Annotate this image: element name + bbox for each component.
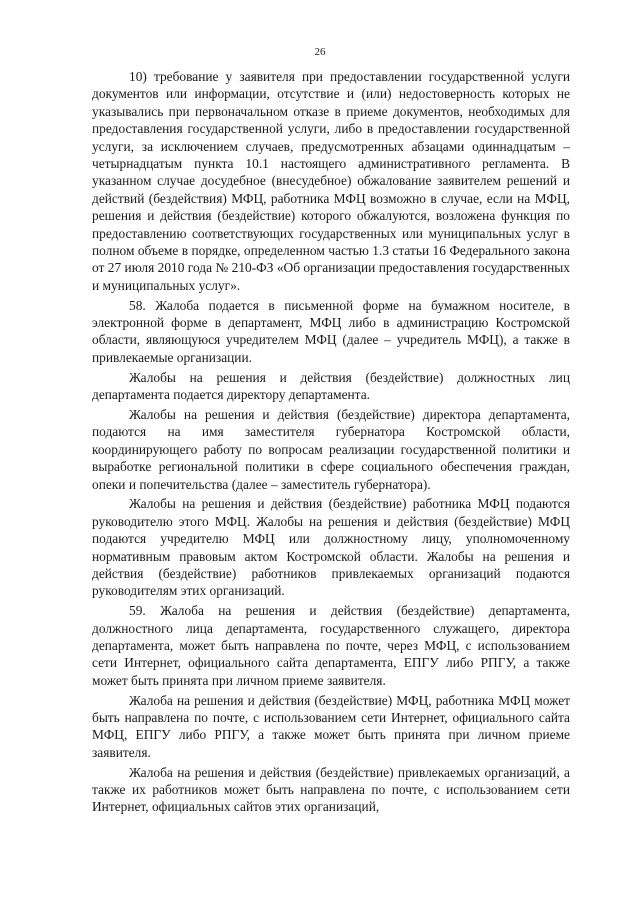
page-number: 26 xyxy=(314,46,326,58)
paragraph-complaint-mfc: Жалобы на решения и действия (бездействие) работника МФЦ подаются руководителю этого МФЦ. Жалобы на решения и действия (бездействие) МФЦ подаются учредителю МФЦ или должностному лицу, уполномоченному нормативным правовым актом Костромской области. Жалобы на решения и действия (бездействие) работников привлекаемых организаций подаются руководителям этих организаций. xyxy=(92,496,570,599)
document-body xyxy=(92,68,570,818)
paragraph-complaint-department-officials: Жалобы на решения и действия (бездействие) должностных лиц департамента подается директору департамента. xyxy=(92,369,570,403)
paragraph-complaint-mfc-channels: Жалоба на решения и действия (бездействие) МФЦ, работника МФЦ может быть направлена по почте, с использованием сети Интернет, официального сайта МФЦ, ЕПГУ либо РПГУ, а также может быть принята при личном приеме заявителя. xyxy=(92,692,570,760)
paragraph-complaint-organizations: Жалоба на решения и действия (бездействие) привлекаемых организаций, а также их работников может быть направлена по почте, с использованием сети Интернет, официальных сайтов этих организаций, xyxy=(92,764,570,815)
paragraph-item-10: 10) требование у заявителя при предоставлении государственной услуги документов или информации, отсутствие и (или) недостоверность которых не указывались при первоначальном отказе в приеме документов, необходимых для предоставления государственной услуги, либо в предоставлении государственной услуги, за исключением случаев, предусмотренных абзацами одиннадцатым – четырнадцатым пункта 10.1 настоящего административного регламента. В указанном случае досудебное (внесудебное) обжалование заявителем решений и действий (бездействия) МФЦ, работника МФЦ возможно в случае, если на МФЦ, решения и действия (бездействие) которого обжалуются, возложена функция по предоставлению соответствующих государственных или муниципальных услуг в полном объеме в порядке, определенном частью 1.3 статьи 16 Федерального закона от 27 июля 2010 года № 210-ФЗ «Об организации предоставления государственных и муниципальных услуг». xyxy=(92,69,570,293)
paragraph-58: 58. Жалоба подается в письменной форме на бумажном носителе, в электронной форме в департамент, МФЦ либо в администрацию Костромской области, являющуюся учредителем МФЦ (далее – учредитель МФЦ), а также в привлекаемые организации. xyxy=(92,297,570,365)
paragraph-complaint-director: Жалобы на решения и действия (бездействие) директора департамента, подаются на имя заместителя губернатора Костромской области, координирующего работу по вопросам реализации государственной политики и выработке региональной политики в сфере социального обеспечения граждан, опеки и попечительства (далее – заместитель губернатора). xyxy=(92,406,570,492)
paragraph-59: 59. Жалоба на решения и действия (бездействие) департамента, должностного лица департамента, государственного служащего, директора департамента, может быть направлена по почте, через МФЦ, с использованием сети Интернет, официального сайта департамента, ЕПГУ либо РПГУ, а также может быть принята при личном приеме заявителя. xyxy=(92,603,570,688)
